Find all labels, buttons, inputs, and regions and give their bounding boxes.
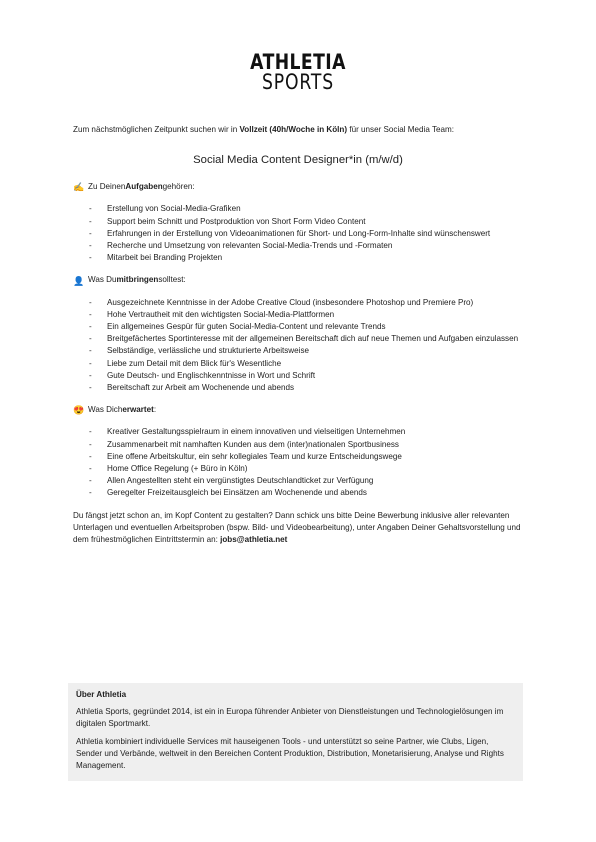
about-athletia-box — [68, 683, 523, 781]
about-paragraph-2: Athletia kombiniert individuelle Services mit hauseigenen Tools - und unterstützt so seine Partner, wie Clubs, Ligen, Sender und Verbände, weltweit in den Bereichen Content Produktion, Distribution, Monetarisierung, Analyse und Rights Management. — [76, 736, 504, 771]
list-item: - Liebe zum Detail mit dem Blick für's Wesentliche — [73, 358, 523, 370]
section-heading-requirements: 👤 Was Du mitbringen solltest: — [73, 275, 186, 286]
intro-paragraph: Zum nächstmöglichen Zeitpunkt suchen wir in Vollzeit (40h/Woche in Köln) für unser Social Media Team: — [73, 125, 454, 134]
list-item: - Ausgezeichnete Kenntnisse in der Adobe Creative Cloud (insbesondere Photoshop und Premiere Pro) — [73, 297, 523, 309]
job-title: Social Media Content Designer*in (m/w/d) — [193, 154, 403, 167]
person-icon: 👤 — [73, 275, 85, 286]
list-item: - Kreativer Gestaltungsspielraum in einem innovativen und vielseitigen Unternehmen — [73, 426, 523, 438]
list-item: - Selbständige, verlässliche und strukturierte Arbeitsweise — [73, 345, 523, 357]
list-item: - Erstellung von Social-Media-Grafiken — [73, 203, 523, 215]
athletia-sports-logo — [0, 52, 596, 92]
list-item: - Breitgefächertes Sportinteresse mit der allgemeinen Bereitschaft dich auf neue Themen und Aufgaben einzulassen — [73, 333, 523, 345]
task-list — [73, 203, 523, 264]
list-item: - Bereitschaft zur Arbeit am Wochenende und abends — [73, 382, 523, 394]
list-item: - Zusammenarbeit mit namhaften Kunden aus dem (inter)nationalen Sportbusiness — [73, 439, 523, 451]
about-heading: Über Athletia — [76, 690, 127, 699]
list-item: - Ein allgemeines Gespür für guten Social-Media-Content und relevante Trends — [73, 321, 523, 333]
list-item: - Gute Deutsch- und Englischkenntnisse in Wort und Schrift — [73, 370, 523, 382]
list-item: - Eine offene Arbeitskultur, ein sehr kollegiales Team und kurze Entscheidungswege — [73, 451, 523, 463]
list-item: - Hohe Vertrautheit mit den wichtigsten Social-Media-Plattformen — [73, 309, 523, 321]
logo-line-athletia: ATHLETIA — [250, 50, 346, 74]
section-heading-tasks: ✍ Zu Deinen Aufgaben gehören: — [73, 182, 195, 193]
benefits-list — [73, 426, 523, 499]
list-item: - Erfahrungen in der Erstellung von Videoanimationen für Short- und Long-Form-Inhalte sind wünschenswert — [73, 228, 523, 240]
list-item: - Allen Angestellten steht ein vergünstigtes Deutschlandticket zur Verfügung — [73, 475, 523, 487]
list-item: - Mitarbeit bei Branding Projekten — [73, 252, 523, 264]
requirements-list — [73, 297, 523, 395]
logo-line-sports: SPORTS — [262, 70, 334, 94]
list-item: - Home Office Regelung (+ Büro in Köln) — [73, 463, 523, 475]
intro-employment-type: Vollzeit (40h/Woche in Köln) — [239, 125, 348, 134]
section-heading-benefits: 😍 Was Dich erwartet : — [73, 405, 157, 416]
list-item: - Support beim Schnitt und Postproduktion von Short Form Video Content — [73, 216, 523, 228]
application-email: jobs@athletia.net — [220, 535, 288, 545]
job-posting-body — [73, 124, 523, 546]
application-call-to-action: Du fängst jetzt schon an, im Kopf Content zu gestalten? Dann schick uns bitte Deine Bewerbung inklusive aller relevanten Unterlagen und eventuellen Arbeitsproben (bspw. Bild- und Videobearbeitung), unter Angaben Deiner Gehaltsvorstellung und dem frühestmöglichen Eintrittstermin an: jobs@athletia.net — [73, 510, 521, 545]
list-item: - Geregelter Freizeitausgleich bei Einsätzen am Wochenende und abends — [73, 487, 523, 499]
about-paragraph-1: Athletia Sports, gegründet 2014, ist ein in Europa führender Anbieter von Dienstleistungen und Technologielösungen im digitalen Sportmarkt. — [76, 707, 504, 729]
list-item: - Recherche und Umsetzung von relevanten Social-Media-Trends und -Formaten — [73, 240, 523, 252]
heart-eyes-icon: 😍 — [73, 405, 85, 416]
writing-hand-icon: ✍ — [73, 182, 85, 193]
